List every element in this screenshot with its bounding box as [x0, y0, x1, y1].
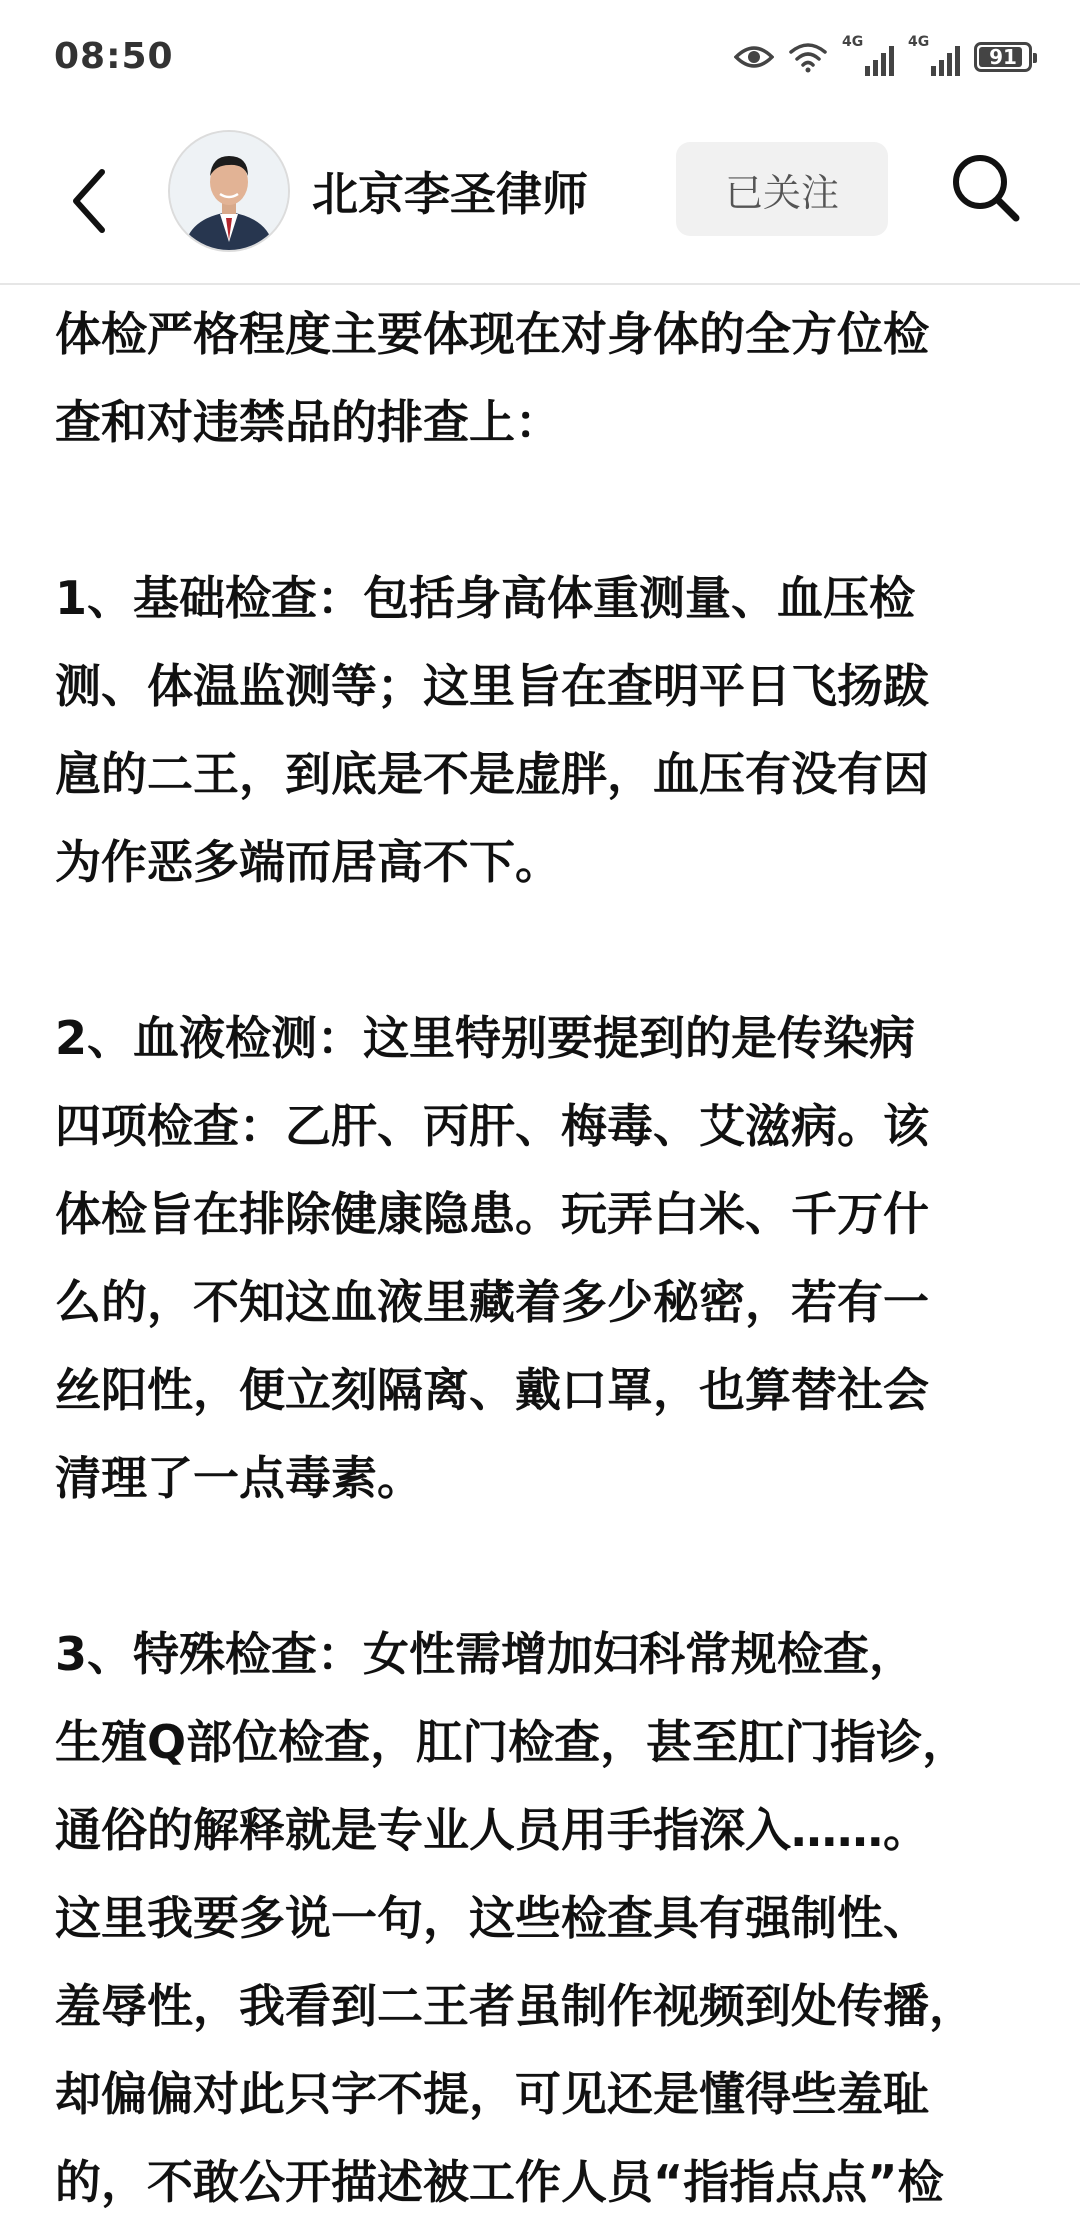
search-button[interactable] [944, 146, 1028, 230]
signal-strength-icon-2 [908, 34, 960, 76]
paragraph-spacer [55, 466, 1035, 554]
battery-icon [974, 42, 1032, 72]
account-header [0, 120, 1080, 285]
signal-1-label: 4G [842, 34, 864, 50]
back-button[interactable] [56, 156, 126, 246]
wifi-icon [788, 41, 828, 73]
article-paragraph: 2、血液检测：这里特别要提到的是传染病 四项检查：乙肝、丙肝、梅毒、艾滋病。该 体检旨在排除健康隐患。玩弄白米、千万什 么的，不知这血液里藏着多少秘密，若有一 丝阳性，便立刻隔离、戴口罩，也算替社会 清理了一点毒素。 [55, 1011, 929, 1505]
article-paragraph: 1、基础检查：包括身高体重测量、血压检 测、体温监测等；这里旨在查明平日飞扬跋 扈的二王，到底是不是虚胖，血压有没有因 为作恶多端而居高不下。 [55, 571, 929, 889]
lawyer-portrait-icon [170, 132, 288, 250]
article-paragraph: 体检严格程度主要体现在对身体的全方位检 查和对违禁品的排查上： [55, 307, 929, 449]
signal-strength-icon-1 [842, 34, 894, 76]
battery-text: 91 [989, 45, 1017, 69]
status-icons [734, 34, 1032, 76]
chevron-left-icon [56, 156, 126, 246]
signal-2-label: 4G [908, 34, 930, 50]
account-name[interactable]: 北京李圣律师 [312, 167, 588, 221]
paragraph-spacer [55, 906, 1035, 994]
paragraph-spacer [55, 1522, 1035, 1610]
article-body [55, 290, 1035, 2226]
follow-button[interactable]: 已关注 [676, 142, 888, 236]
article-paragraph: 3、特殊检查：女性需增加妇科常规检查， 生殖Q部位检查，肛门检查，甚至肛门指诊， 通俗的解释就是专业人员用手指深入……。 这里我要多说一句，这些检查具有强制性、 羞辱性，我看到二王者虽制作视频到处传播， 却偏偏对此只字不提，可见还是懂得些羞耻 的，不敢公开描述被工作人员“指指点点”检 [55, 1627, 975, 2209]
search-icon [944, 146, 1028, 230]
avatar[interactable] [168, 130, 290, 252]
eye-icon [734, 43, 774, 71]
status-time: 08:50 [54, 36, 174, 77]
status-bar [0, 0, 1080, 120]
